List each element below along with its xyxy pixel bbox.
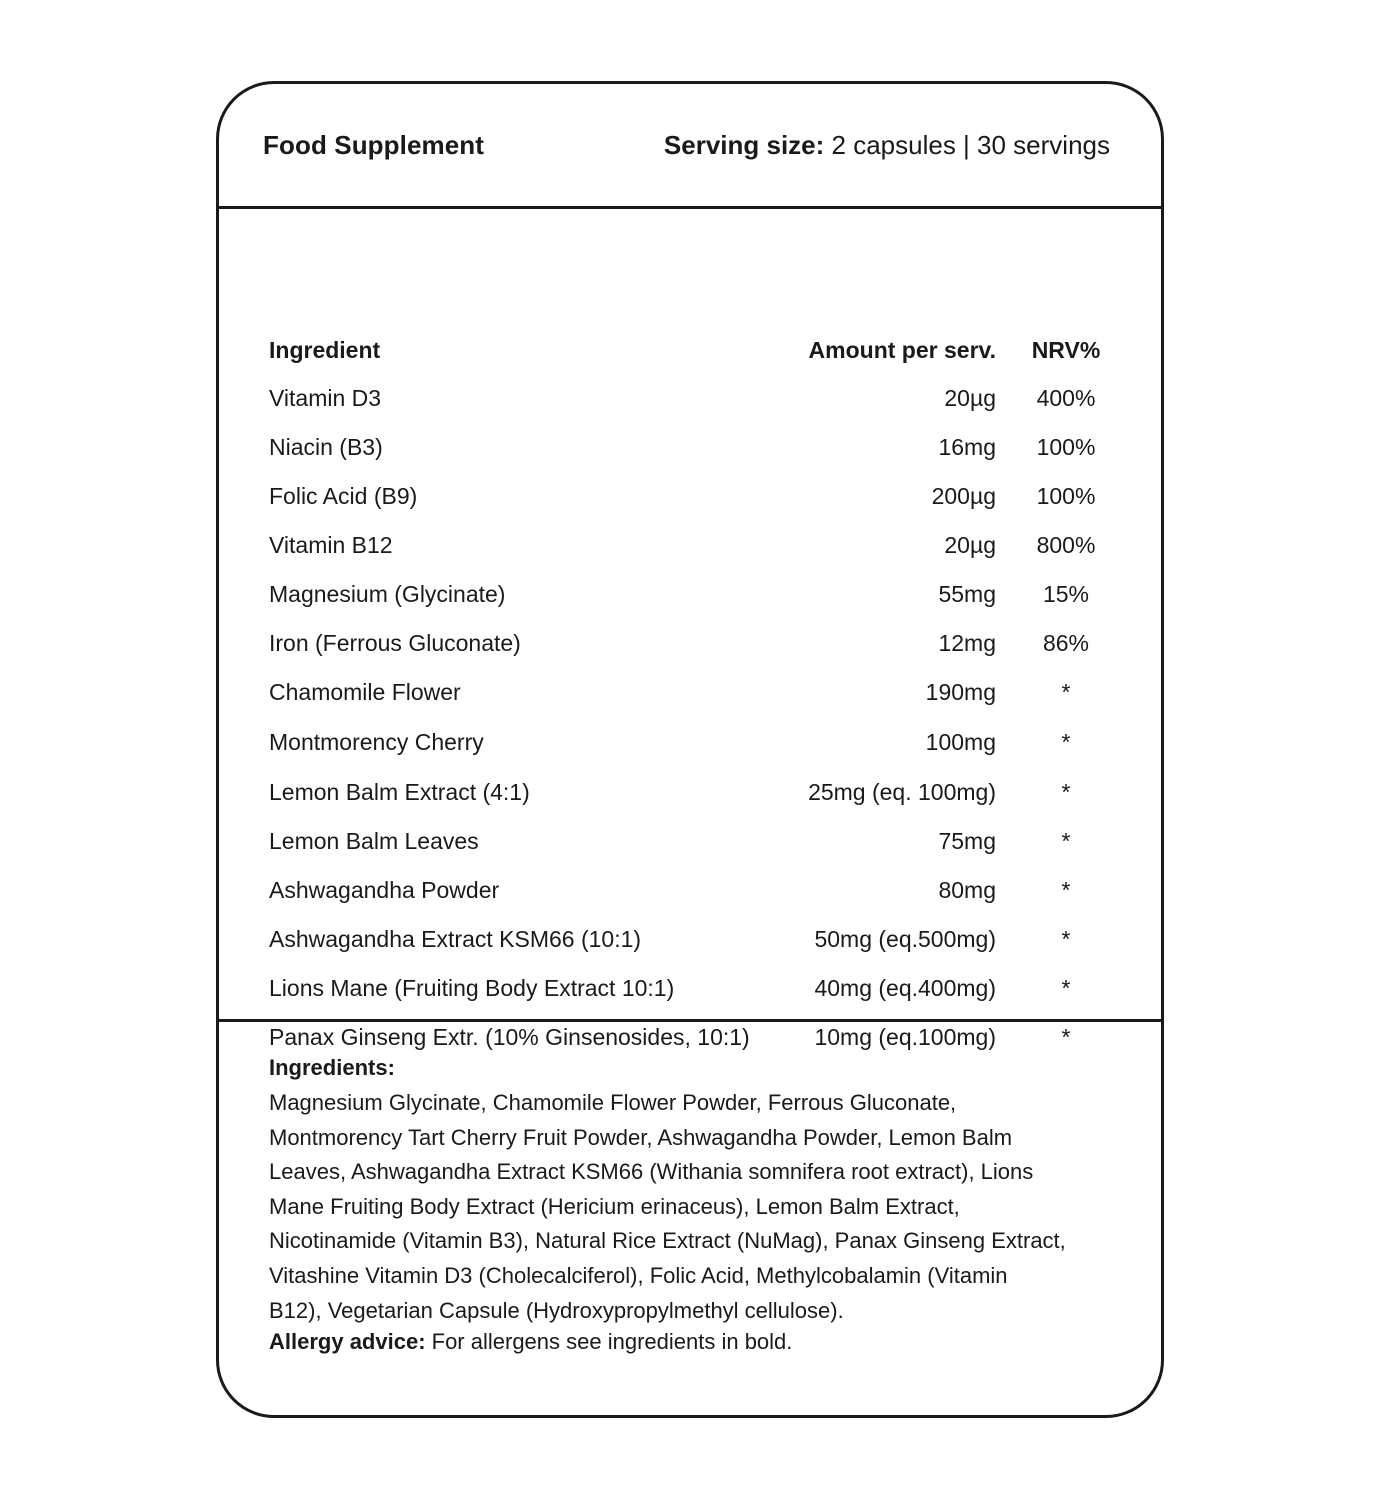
- allergy-advice-text: For allergens see ingredients in bold.: [425, 1329, 793, 1354]
- ingredients-line: Montmorency Tart Cherry Fruit Powder, Ashwagandha Powder, Lemon Balm: [269, 1124, 1013, 1150]
- ingredient-name: Lions Mane (Fruiting Body Extract 10:1): [269, 975, 675, 1001]
- table-row: [219, 973, 1161, 1003]
- table-row: [219, 530, 1161, 560]
- ingredient-name: Ashwagandha Extract KSM66 (10:1): [269, 926, 642, 952]
- ingredients-line: Mane Fruiting Body Extract (Hericium erinaceus), Lemon Balm Extract,: [269, 1193, 960, 1219]
- ingredient-name: Folic Acid (B9): [269, 483, 418, 509]
- ingredient-amount: 190mg: [925, 679, 996, 705]
- product-type-title: Food Supplement: [263, 130, 485, 160]
- table-header-row: [219, 335, 1161, 365]
- table-row: [219, 826, 1161, 856]
- ingredient-name: Panax Ginseng Extr. (10% Ginsenosides, 10:1): [269, 1024, 750, 1050]
- ingredient-name: Niacin (B3): [269, 434, 383, 460]
- ingredient-nrv: *: [1061, 828, 1071, 854]
- ingredient-name: Chamomile Flower: [269, 679, 461, 705]
- ingredient-nrv: 86%: [1042, 630, 1090, 656]
- ingredient-amount: 50mg (eq.500mg): [814, 926, 996, 952]
- ingredient-name: Montmorency Cherry: [269, 729, 484, 755]
- ingredient-amount: 20µg: [944, 532, 996, 558]
- allergy-advice-label: Allergy advice:: [269, 1329, 426, 1354]
- ingredient-amount: 20µg: [944, 385, 996, 411]
- ingredient-nrv: *: [1061, 926, 1071, 952]
- nutrition-table: [219, 209, 1161, 1050]
- ingredients-line: Nicotinamide (Vitamin B3), Natural Rice Extract (NuMag), Panax Ginseng Extract,: [269, 1228, 1066, 1254]
- ingredient-nrv: *: [1061, 779, 1071, 805]
- ingredient-nrv: *: [1061, 679, 1071, 705]
- ingredients-line: Vitashine Vitamin D3 (Cholecalciferol), Folic Acid, Methylcobalamin (Vitamin: [269, 1262, 1008, 1288]
- ingredient-nrv: *: [1061, 1024, 1071, 1050]
- table-row: [219, 924, 1161, 954]
- ingredient-name: Iron (Ferrous Gluconate): [269, 630, 521, 656]
- ingredient-amount: 25mg (eq. 100mg): [808, 779, 996, 805]
- ingredient-name: Vitamin D3: [269, 385, 382, 411]
- ingredient-nrv: *: [1061, 877, 1071, 903]
- supplement-facts-label: [216, 81, 1164, 1418]
- table-row: [219, 432, 1161, 462]
- serving-size-info: [664, 130, 1110, 161]
- table-row: [219, 777, 1161, 807]
- ingredient-amount: 200µg: [931, 483, 996, 509]
- ingredient-nrv: *: [1061, 729, 1071, 755]
- ingredient-amount: 75mg: [938, 828, 996, 854]
- ingredient-amount: 12mg: [938, 630, 996, 656]
- serving-size-value: 2 capsules | 30 servings: [824, 130, 1110, 160]
- ingredients-heading: Ingredients:: [269, 1055, 395, 1080]
- column-header-amount: Amount per serv.: [808, 337, 996, 363]
- ingredients-list: [269, 1086, 1129, 1328]
- ingredients-line: Leaves, Ashwagandha Extract KSM66 (Withania somnifera root extract), Lions: [269, 1159, 1034, 1185]
- table-row: [219, 628, 1161, 658]
- ingredient-nrv: 800%: [1036, 532, 1096, 558]
- ingredient-name: Vitamin B12: [269, 532, 393, 558]
- ingredient-amount: 55mg: [938, 581, 996, 607]
- ingredient-nrv: *: [1061, 975, 1071, 1001]
- ingredients-line: Magnesium Glycinate, Chamomile Flower Powder, Ferrous Gluconate,: [269, 1090, 957, 1115]
- ingredient-amount: 10mg (eq.100mg): [814, 1024, 996, 1050]
- ingredient-nrv: 100%: [1036, 434, 1096, 460]
- table-row: [219, 677, 1161, 707]
- label-header: [219, 84, 1161, 209]
- ingredient-nrv: 400%: [1036, 385, 1096, 411]
- table-row: [219, 383, 1161, 413]
- ingredient-amount: 100mg: [925, 729, 996, 755]
- ingredient-name: Lemon Balm Extract (4:1): [269, 779, 530, 805]
- table-row: [219, 875, 1161, 905]
- ingredient-nrv: 100%: [1036, 483, 1096, 509]
- ingredient-amount: 40mg (eq.400mg): [814, 975, 996, 1001]
- ingredient-name: Magnesium (Glycinate): [269, 581, 506, 607]
- column-header-nrv: NRV%: [1031, 337, 1101, 363]
- table-row: [219, 727, 1161, 757]
- serving-size-label: Serving size:: [663, 130, 825, 160]
- allergy-advice: [269, 1329, 792, 1355]
- column-header-ingredient: Ingredient: [269, 337, 381, 363]
- table-row: [219, 579, 1161, 609]
- table-row: [219, 1022, 1161, 1052]
- ingredients-line: B12), Vegetarian Capsule (Hydroxypropylmethyl cellulose).: [269, 1297, 844, 1323]
- table-row: [219, 481, 1161, 511]
- ingredient-nrv: 15%: [1042, 581, 1090, 607]
- ingredient-name: Lemon Balm Leaves: [269, 828, 479, 854]
- ingredient-name: Ashwagandha Powder: [269, 877, 500, 903]
- ingredient-amount: 80mg: [938, 877, 996, 903]
- ingredient-amount: 16mg: [938, 434, 996, 460]
